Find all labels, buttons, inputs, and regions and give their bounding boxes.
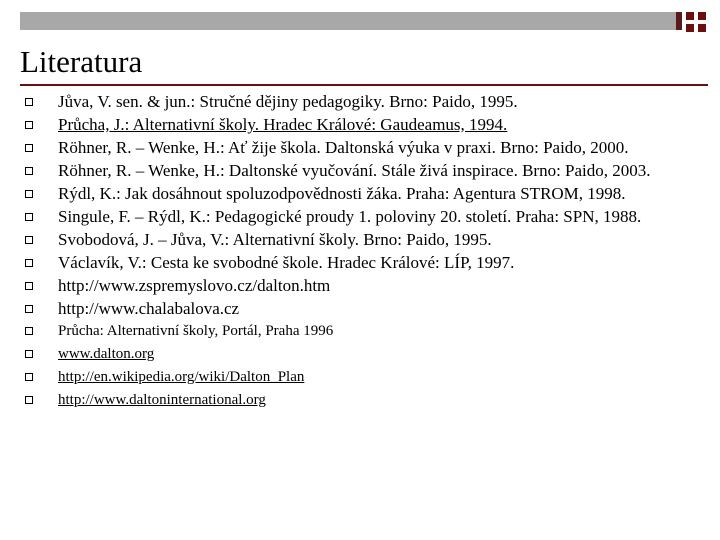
reference-text: Průcha, J.: Alternativní školy. Hradec Králové: Gaudeamus, 1994. <box>58 115 508 134</box>
reference-text: Röhner, R. – Wenke, H.: Ať žije škola. Daltonská výuka v praxi. Brno: Paido, 2000. <box>58 138 629 157</box>
square-bullet-icon <box>25 327 33 335</box>
reference-link[interactable]: http://en.wikipedia.org/wiki/Dalton_Plan <box>58 369 305 385</box>
reference-text: Rýdl, K.: Jak dosáhnout spoluzodpovědnosti žáka. Praha: Agentura STROM, 1998. <box>58 184 626 203</box>
bibliography-list <box>0 93 720 415</box>
list-item <box>0 323 720 340</box>
reference-text: Průcha: Alternativní školy, Portál, Praha 1996 <box>58 323 334 339</box>
list-item <box>0 93 720 110</box>
list-item <box>0 208 720 225</box>
header-bar-accent <box>676 12 682 30</box>
square-bullet-icon <box>25 282 33 290</box>
square-bullet-icon <box>25 144 33 152</box>
link-item[interactable] <box>0 346 720 363</box>
reference-text: http://www.chalabalova.cz <box>58 299 240 318</box>
corner-decoration <box>686 12 708 34</box>
reference-text: Singule, F. – Rýdl, K.: Pedagogické proudy 1. poloviny 20. století. Praha: SPN, 1988. <box>58 207 642 226</box>
list-item <box>0 254 720 271</box>
slide-title: Literatura <box>20 44 143 79</box>
reference-link[interactable]: www.dalton.org <box>58 346 155 362</box>
square-bullet-icon <box>25 121 33 129</box>
reference-text: http://www.zspremyslovo.cz/dalton.htm <box>58 276 331 295</box>
reference-text: Svobodová, J. – Jůva, V.: Alternativní školy. Brno: Paido, 1995. <box>58 230 492 249</box>
square-bullet-icon <box>25 350 33 358</box>
list-item <box>0 162 720 179</box>
square-bullet-icon <box>25 396 33 404</box>
square-bullet-icon <box>25 305 33 313</box>
header-bar <box>20 12 676 30</box>
list-item <box>0 116 720 133</box>
list-item <box>0 277 720 294</box>
link-item[interactable] <box>0 392 720 409</box>
square-bullet-icon <box>25 373 33 381</box>
link-item[interactable] <box>0 369 720 386</box>
square-bullet-icon <box>25 236 33 244</box>
square-bullet-icon <box>25 259 33 267</box>
list-item <box>0 300 720 317</box>
reference-text: Röhner, R. – Wenke, H.: Daltonské vyučování. Stále živá inspirace. Brno: Paido, 2003. <box>58 161 651 180</box>
square-bullet-icon <box>25 98 33 106</box>
square-bullet-icon <box>25 213 33 221</box>
reference-link[interactable]: http://www.daltoninternational.org <box>58 392 266 408</box>
square-bullet-icon <box>25 167 33 175</box>
reference-text: Václavík, V.: Cesta ke svobodné škole. Hradec Králové: LÍP, 1997. <box>58 253 515 272</box>
square-bullet-icon <box>25 190 33 198</box>
list-item <box>0 231 720 248</box>
list-item <box>0 185 720 202</box>
title-divider <box>20 84 708 86</box>
list-item <box>0 139 720 156</box>
reference-text: Jůva, V. sen. & jun.: Stručné dějiny pedagogiky. Brno: Paido, 1995. <box>58 92 518 111</box>
